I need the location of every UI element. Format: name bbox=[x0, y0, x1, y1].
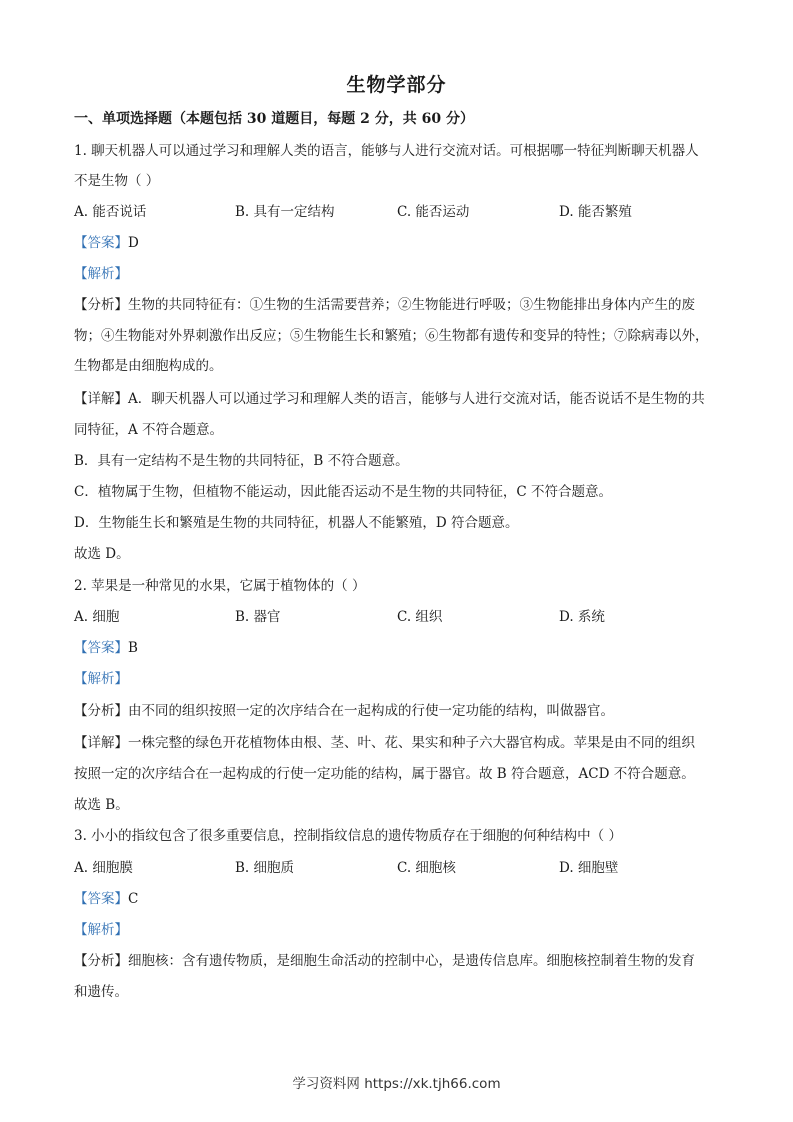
answer-value: C bbox=[128, 891, 139, 907]
fenxi-text: 由不同的组织按照一定的次序结合在一起构成的行使一定功能的结构，叫做器官。 bbox=[128, 703, 614, 719]
q1-stem-line-2: 不是生物（ ） bbox=[74, 173, 160, 189]
q3-jiexi-label: 【解析】 bbox=[74, 922, 128, 938]
answer-value: B bbox=[128, 640, 138, 656]
q2-xiangjie-line-1 bbox=[74, 734, 695, 752]
q1-fenxi-line-3: 生物都是由细胞构成的。 bbox=[74, 358, 223, 374]
q1-xiangjie-line-2: 同特征，A 不符合题意。 bbox=[74, 422, 224, 438]
q2-answer bbox=[74, 639, 138, 657]
q2-stem: 2. 苹果是一种常见的水果，它属于植物体的（ ） bbox=[74, 578, 366, 594]
q3-fenxi-line-1 bbox=[74, 952, 695, 970]
q1-option-b: B. 具有一定结构 bbox=[235, 204, 335, 220]
q1-option-a: A. 能否说话 bbox=[74, 204, 147, 220]
q2-option-b: B. 器官 bbox=[235, 609, 281, 625]
q1-explain-b: B．具有一定结构不是生物的共同特征，B 不符合题意。 bbox=[74, 453, 409, 469]
q2-option-d: D. 系统 bbox=[559, 609, 605, 625]
q1-fenxi-line-2: 物；④生物能对外界刺激作出反应；⑤生物能生长和繁殖；⑥生物都有遗传和变异的特性；⑦除病毒以外， bbox=[74, 328, 709, 344]
q3-answer bbox=[74, 890, 138, 908]
q1-option-c: C. 能否运动 bbox=[397, 204, 470, 220]
answer-label: 【答案】 bbox=[74, 235, 128, 251]
section-heading: 一、单项选择题（本题包括 30 道题目，每题 2 分，共 60 分） bbox=[74, 111, 474, 127]
q3-option-d: D. 细胞壁 bbox=[559, 860, 619, 876]
xiangjie-text: A．聊天机器人可以通过学习和理解人类的语言，能够与人进行交流对话，能否说话不是生物的共 bbox=[128, 391, 705, 407]
fenxi-text: 生物的共同特征有：①生物的生活需要营养；②生物能进行呼吸；③生物能排出身体内产生的废 bbox=[128, 297, 695, 313]
q3-option-b: B. 细胞质 bbox=[235, 860, 295, 876]
q1-stem-line-1: 1. 聊天机器人可以通过学习和理解人类的语言，能够与人进行交流对话。可根据哪一特征判断聊天机器人 bbox=[74, 143, 699, 159]
q1-fenxi-line-1 bbox=[74, 296, 695, 314]
q2-option-a: A. 细胞 bbox=[74, 609, 120, 625]
q3-option-c: C. 细胞核 bbox=[397, 860, 456, 876]
q1-explain-c: C．植物属于生物，但植物不能运动，因此能否运动不是生物的共同特征，C 不符合题意。 bbox=[74, 484, 612, 500]
answer-label: 【答案】 bbox=[74, 891, 128, 907]
q1-explain-d: D．生物能生长和繁殖是生物的共同特征，机器人不能繁殖，D 符合题意。 bbox=[74, 515, 519, 531]
answer-label: 【答案】 bbox=[74, 640, 128, 656]
q3-fenxi-line-2: 和遗传。 bbox=[74, 984, 128, 1000]
footer-watermark: 学习资料网 https://xk.tjh66.com bbox=[292, 1076, 501, 1092]
q2-xiangjie-line-2: 按照一定的次序结合在一起构成的行使一定功能的结构，属于器官。故 B 符合题意，ACD 不符合题意。 bbox=[74, 766, 695, 782]
xiangjie-label: 【详解】 bbox=[74, 735, 128, 751]
q3-option-a: A. 细胞膜 bbox=[74, 860, 133, 876]
fenxi-label: 【分析】 bbox=[74, 953, 128, 969]
xiangjie-label: 【详解】 bbox=[74, 391, 128, 407]
q2-option-c: C. 组织 bbox=[397, 609, 443, 625]
q2-jiexi-label: 【解析】 bbox=[74, 671, 128, 687]
q1-jiexi-label: 【解析】 bbox=[74, 266, 128, 282]
answer-value: D bbox=[128, 235, 139, 251]
xiangjie-text: 一株完整的绿色开花植物体由根、茎、叶、花、果实和种子六大器官构成。苹果是由不同的组织 bbox=[128, 735, 695, 751]
q3-stem: 3. 小小的指纹包含了很多重要信息，控制指纹信息的遗传物质存在于细胞的何种结构中（ ） bbox=[74, 828, 622, 844]
q2-fenxi-line-1 bbox=[74, 702, 614, 720]
fenxi-label: 【分析】 bbox=[74, 297, 128, 313]
q1-xiangjie-line-1 bbox=[74, 390, 705, 408]
fenxi-text: 细胞核：含有遗传物质，是细胞生命活动的控制中心，是遗传信息库。细胞核控制着生物的发育 bbox=[128, 953, 695, 969]
q1-answer bbox=[74, 234, 139, 252]
q1-option-d: D. 能否繁殖 bbox=[559, 204, 632, 220]
q2-conclusion: 故选 B。 bbox=[74, 797, 129, 813]
q1-conclusion: 故选 D。 bbox=[74, 546, 130, 562]
fenxi-label: 【分析】 bbox=[74, 703, 128, 719]
page-title: 生物学部分 bbox=[346, 74, 447, 96]
